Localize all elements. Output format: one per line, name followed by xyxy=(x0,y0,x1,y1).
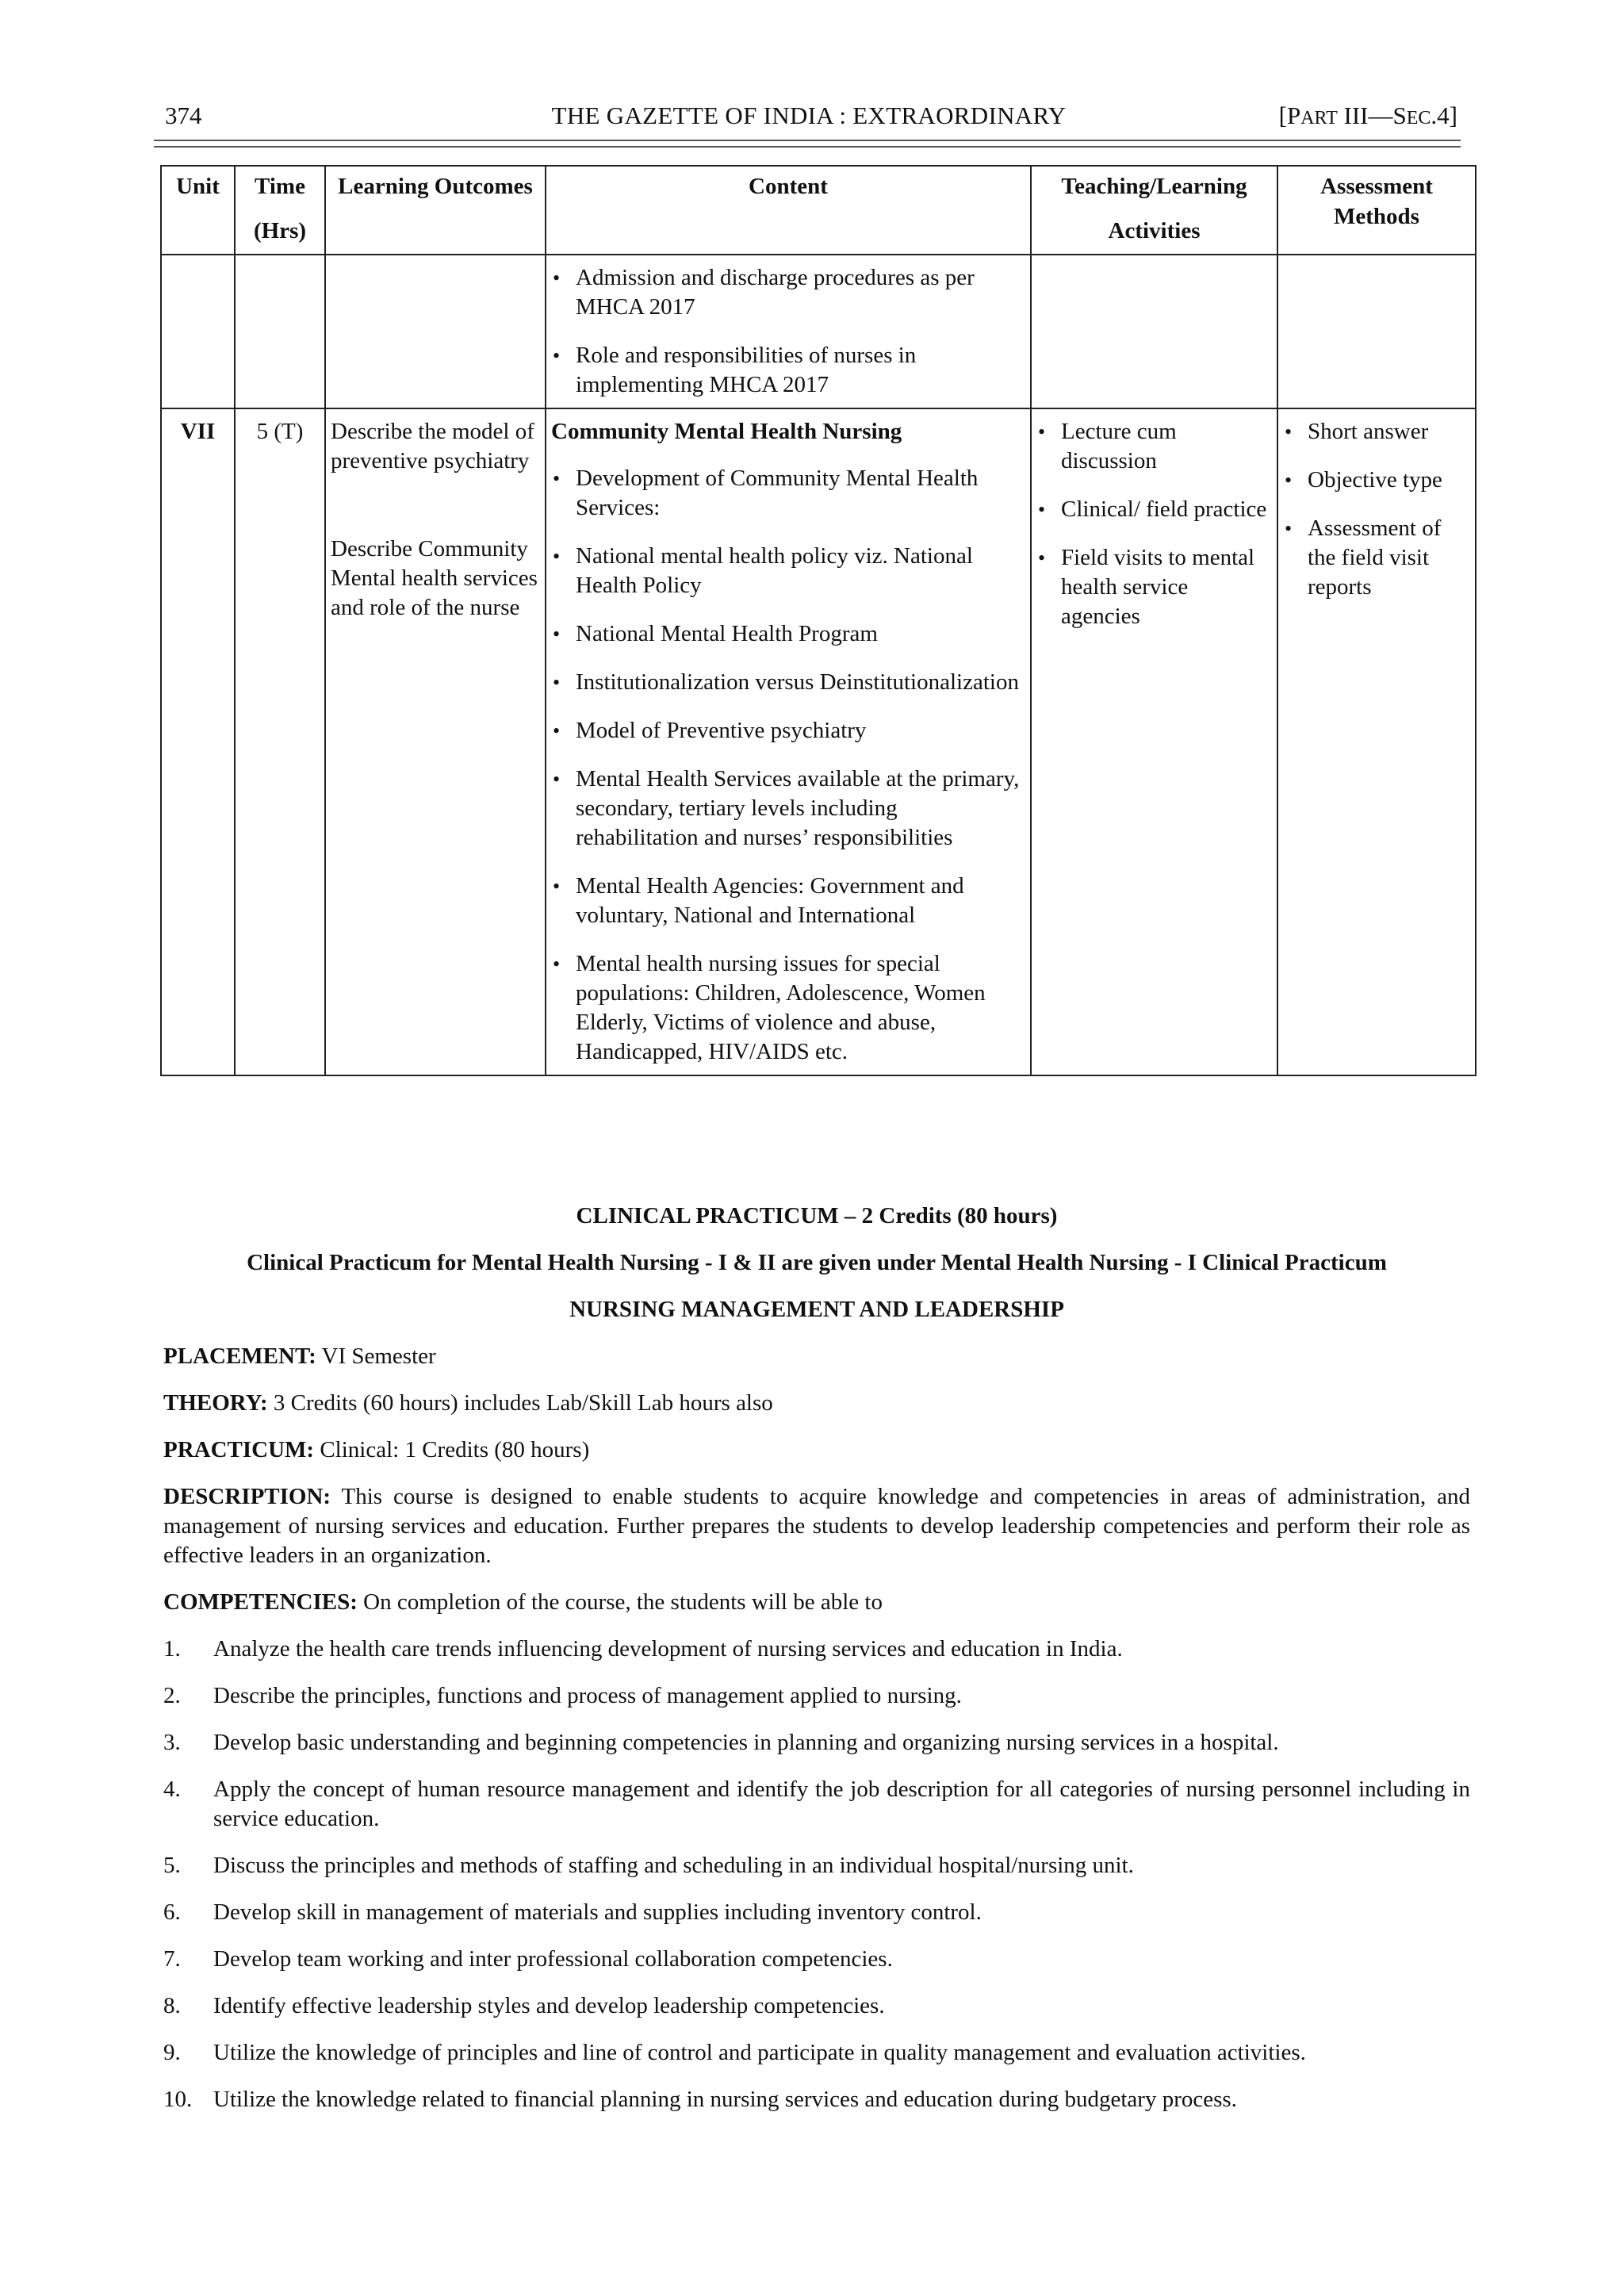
outcome-text: Describe Community Mental health services and role of the nurse xyxy=(331,536,538,620)
list-item: • Short answer xyxy=(1283,417,1470,447)
list-item: • Lecture cum discussion xyxy=(1036,417,1272,476)
practicum-line: PRACTICUM: Clinical: 1 Credits (80 hours) xyxy=(163,1437,590,1462)
col-header-activities: Teaching/Learning Activities xyxy=(1031,166,1277,255)
table-row xyxy=(161,408,1476,1075)
assessment-list xyxy=(1283,417,1470,602)
list-item: • Clinical/ field practice xyxy=(1036,495,1272,524)
list-item: 8. Identify effective leadership styles and develop leadership competencies. xyxy=(163,1993,885,2018)
unit-cell: VII xyxy=(161,408,235,1075)
list-item: 3. Develop basic understanding and beginning competencies in planning and organizing nursing services in a hospital. xyxy=(163,1730,1279,1755)
practicum-note: Clinical Practicum for Mental Health Nursing - I & II are given under Mental Health Nursing - I Clinical Practicum xyxy=(247,1250,1387,1275)
list-item: • Institutionalization versus Deinstitutionalization xyxy=(551,668,1025,697)
list-item: • Model of Preventive psychiatry xyxy=(551,716,1025,746)
outcomes-cell xyxy=(325,408,546,1075)
theory-line: THEORY: 3 Credits (60 hours) includes Lab/Skill Lab hours also xyxy=(163,1390,773,1416)
page-number: 374 xyxy=(165,102,202,129)
competencies-list xyxy=(163,1635,1470,2114)
list-item: 9. Utilize the knowledge of principles and line of control and participate in quality management and evaluation activities. xyxy=(163,2040,1306,2065)
list-item: • National Mental Health Program xyxy=(551,619,1025,649)
content-cell xyxy=(546,255,1031,408)
content-list xyxy=(551,464,1025,1067)
time-cell: 5 (T) xyxy=(235,408,325,1075)
running-header xyxy=(160,97,1457,136)
practicum-heading: CLINICAL PRACTICUM – 2 Credits (80 hours) xyxy=(576,1203,1058,1228)
header-rule-bottom xyxy=(154,146,1461,148)
curriculum-table xyxy=(160,165,1477,1076)
list-item: • Mental Health Services available at the primary, secondary, tertiary levels including rehabilitation and nurses’ responsibilities xyxy=(551,765,1025,853)
content-cell xyxy=(546,408,1031,1075)
list-item: • Mental health nursing issues for special populations: Children, Adolescence, Women Elderly, Victims of violence and abuse, Handicapped, HIV/AIDS etc. xyxy=(551,949,1025,1067)
col-header-assessment: Assessment Methods xyxy=(1277,166,1476,255)
col-header-time: Time (Hrs) xyxy=(235,166,325,255)
outcome-text: Describe the model of preventive psychiatry xyxy=(331,419,534,473)
list-item: • Admission and discharge procedures as per MHCA 2017 xyxy=(551,263,1025,322)
col-header-outcomes: Learning Outcomes xyxy=(325,166,546,255)
list-item: • Development of Community Mental Health Services: xyxy=(551,464,1025,523)
list-item: • Field visits to mental health service agencies xyxy=(1036,543,1272,631)
list-item: • Objective type xyxy=(1283,466,1470,495)
list-item: 2. Describe the principles, functions and process of management applied to nursing. xyxy=(163,1683,962,1708)
assessment-cell xyxy=(1277,408,1476,1075)
description-paragraph: DESCRIPTION: This course is designed to enable students to acquire knowledge and competencies in areas of administration, and management of nursing services and education. Further prepares the students to develop leadership competencies and perform their role as effective leaders in an organization. xyxy=(163,1484,1470,1568)
table-header-row xyxy=(161,166,1476,255)
list-item: 5. Discuss the principles and methods of staffing and scheduling in an individual hospital/nursing unit. xyxy=(163,1853,1134,1878)
list-item: 1. Analyze the health care trends influencing development of nursing services and education in India. xyxy=(163,1636,1123,1662)
table-row xyxy=(161,255,1476,408)
content-title: Community Mental Health Nursing xyxy=(551,419,902,444)
course-heading: NURSING MANAGEMENT AND LEADERSHIP xyxy=(569,1297,1064,1322)
body-text xyxy=(163,1202,1470,2132)
list-item: 4. Apply the concept of human resource management and identify the job description for all categories of nursing personnel including in service education. xyxy=(163,1777,1470,1831)
list-item: • National mental health policy viz. National Health Policy xyxy=(551,542,1025,600)
placement-line: PLACEMENT: VI Semester xyxy=(163,1343,436,1369)
activities-cell xyxy=(1031,408,1277,1075)
list-item: 10. Utilize the knowledge related to financial planning in nursing services and education during budgetary process. xyxy=(163,2087,1237,2112)
list-item: • Role and responsibilities of nurses in implementing MHCA 2017 xyxy=(551,341,1025,400)
list-item: 6. Develop skill in management of materials and supplies including inventory control. xyxy=(163,1899,982,1925)
activities-list xyxy=(1036,417,1272,631)
list-item: 7. Develop team working and inter professional collaboration competencies. xyxy=(163,1946,893,1972)
col-header-content: Content xyxy=(546,166,1031,255)
publication-title: THE GAZETTE OF INDIA : EXTRAORDINARY xyxy=(551,102,1067,129)
col-header-unit: Unit xyxy=(161,166,235,255)
content-list xyxy=(551,263,1025,400)
list-item: • Assessment of the field visit reports xyxy=(1283,514,1470,602)
competencies-intro: COMPETENCIES: On completion of the course, the students will be able to xyxy=(163,1589,883,1615)
part-section-label: [PART III—SEC.4] xyxy=(1278,102,1457,129)
header-rule-top xyxy=(154,140,1461,141)
list-item: • Mental Health Agencies: Government and voluntary, National and International xyxy=(551,872,1025,930)
